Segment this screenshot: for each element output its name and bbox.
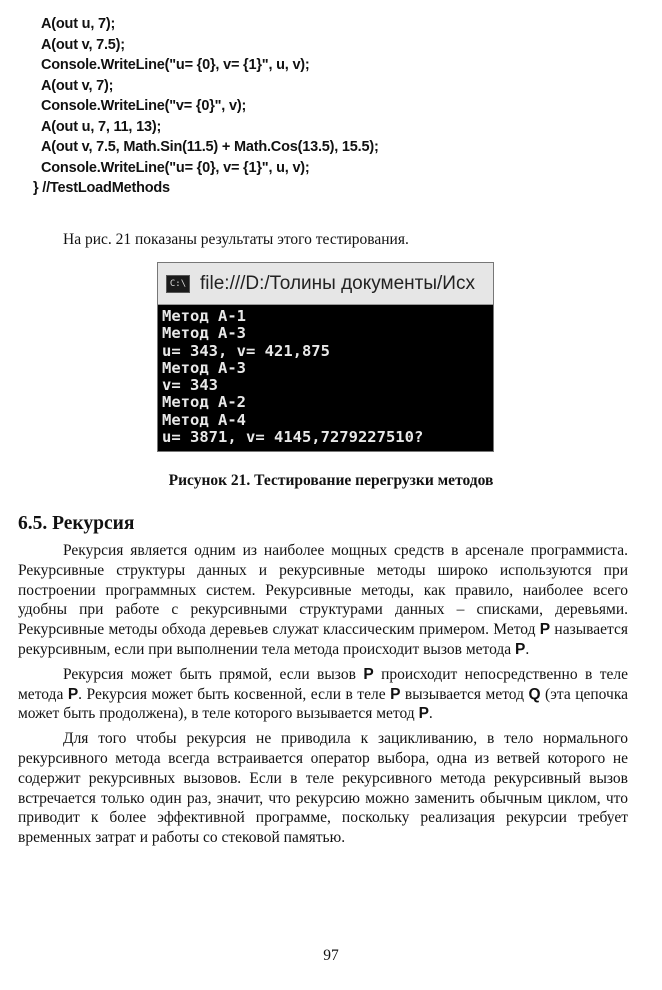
code-line: } //TestLoadMethods [33,180,170,196]
code-listing [0,14,662,199]
intro-text: На рис. 21 показаны результаты этого тестирования. [63,231,409,248]
console-output-line: Метод А-3 [162,358,246,377]
body-text [18,541,628,848]
console-output-line: u= 3871, v= 4145,7279227510? [162,428,424,447]
method-name: P [515,640,526,658]
code-line: Console.WriteLine("v= {0}", v); [41,98,247,114]
page-number: 97 [323,947,339,964]
paragraph-text: . [428,705,433,723]
code-line: A(out u, 7); [41,16,116,32]
paragraph-text: Рекурсия может быть прямой, если вызов [63,665,364,683]
code-line: A(out u, 7, 11, 13); [41,118,162,135]
console-output-line: Метод А-2 [162,393,246,412]
paragraph [18,665,628,724]
console-output-line: Метод А-3 [162,324,246,343]
console-window-screenshot [157,262,494,452]
method-name: P [539,621,551,639]
method-name: P [67,685,79,703]
paragraph-text: . [525,640,530,658]
code-line: Console.WriteLine("u= {0}, v= {1}", u, v); [41,57,310,73]
method-name: P [390,685,401,703]
code-line: A(out v, 7); [41,77,114,94]
code-line: A(out v, 7.5, Math.Sin(11.5) + Math.Cos(13.5), 15.5); [41,139,379,155]
console-output-line: Метод А-4 [162,410,246,429]
code-line: A(out v, 7.5); [41,36,125,53]
code-line: Console.WriteLine("u= {0}, v= {1}", u, v); [41,159,310,176]
method-name: P [363,665,374,683]
console-output-line: v= 343 [162,376,218,395]
paragraph: Для того чтобы рекурсия не приводила к зацикливанию, в тело нормального рекурсивного метода всегда встраивается оператор выбора, одна из ветвей которого не содержит рекурсивных вызовов. Если в теле рекурсивного метода рекурсивный вызов встречается только один раз, значит, что рекурсию можно заменить обычным циклом, что приводит к более эффективной программе, поскольку реализация рекурсии требует временных затрат и работы со стековой памятью. [18,730,628,847]
console-output-line: Метод А-1 [162,307,246,325]
console-title-bar [158,263,493,305]
paragraph [18,541,628,660]
section-heading: 6.5. Рекурсия [18,513,135,534]
paragraph-text: (эта цепочка может быть продолжена), в теле которого вызывается метод [18,685,628,723]
paragraph-text: Рекурсия является одним из наиболее мощных средств в арсенале программиста. Рекурсивные структуры данных и рекурсивные методы широко используются при построении программных систем. Рекурсивные методы, как правило, наиболее всего удобны при работе с рекурсивными структурами данных – списками, деревьями. Рекурсивные методы обхода деревьев служат классическим примером. Метод [18,542,628,639]
figure-caption: Рисунок 21. Тестирование перегрузки методов [168,472,494,489]
command-prompt-icon: C:\ [166,275,190,293]
console-output-line: u= 343, v= 421,875 [162,341,330,360]
method-name: Q [528,685,541,703]
console-title: file:///D:/Толины документы/Исх [200,272,475,294]
method-name: P [418,705,429,723]
paragraph-text: вызывается метод [400,685,529,703]
paragraph-text: происходит непосредственно в теле метода [18,665,628,703]
paragraph-text: называется рекурсивным, если при выполнении тела метода происходит вызов метода [18,621,628,658]
console-output [158,305,493,446]
paragraph-text: . Рекурсия может быть косвенной, если в теле [78,685,391,703]
